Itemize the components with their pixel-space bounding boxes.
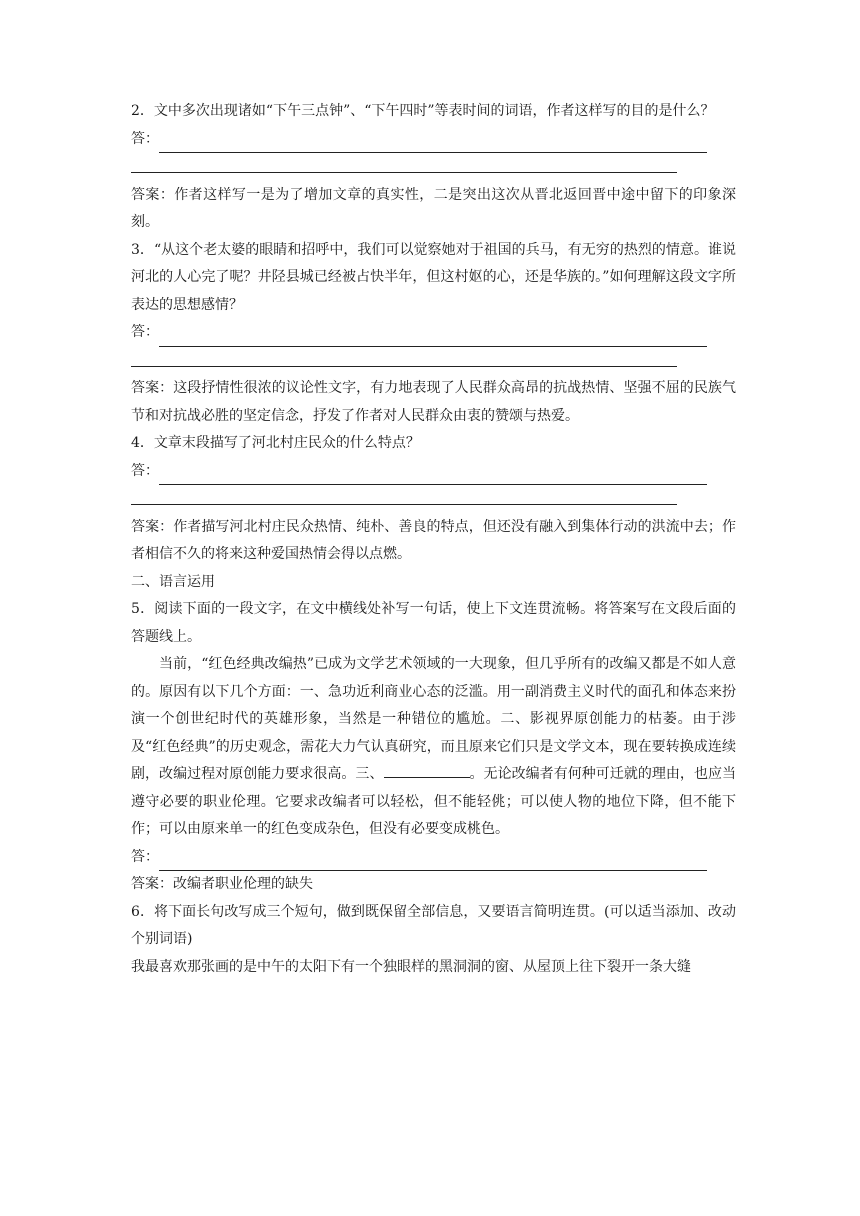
question-3-text: 3．“从这个老太婆的眼睛和招呼中，我们可以觉察她对于祖国的兵马，有无穷的热烈的情意。谁说河北的人心完了呢？井陉县城已经被占快半年，但这村妪的心，还是华族的。”如何理解这段文字所表达的思想感情？	[131, 241, 736, 313]
answer-prompt: 答：	[131, 324, 159, 340]
question-5-answer: 答案：改编者职业伦理的缺失	[131, 876, 313, 892]
question-6-passage: 我最喜欢那张画的是中午的太阳下有一个独眼样的黑洞洞的窗、从屋顶上往下裂开一条大缝	[131, 958, 691, 975]
question-2-answer-line	[131, 126, 736, 154]
question-3-answer-line	[131, 319, 736, 347]
answer-rule[interactable]	[131, 347, 677, 367]
question-4-answer-line	[131, 458, 736, 486]
question-4-text: 4．文章末段描写了河北村庄民众的什么特点？	[131, 435, 420, 451]
question-4-answer: 答案：作者描写河北村庄民众热情、纯朴、善良的特点，但还没有融入到集体行动的洪流中去；作者相信不久的将来这种爱国热情会得以点燃。	[131, 518, 736, 562]
answer-prompt: 答：	[131, 130, 159, 147]
question-3-answer: 答案：这段抒情性很浓的议论性文字，有力地表现了人民群众高昂的抗战热情、坚强不屈的民族气节和对抗战必胜的坚定信念，抒发了作者对人民群众由衷的赞颂与热爱。	[131, 380, 736, 424]
answer-rule[interactable]	[159, 466, 707, 485]
answer-rule[interactable]	[159, 134, 707, 153]
passage-part-1: 当前，“红色经典改编热”已成为文学艺术领域的一大现象，但几乎所有的改编又都是不如人意的。原因有以下几个方面：一、急功近利商业心态的泛滥。用一副消费主义时代的面孔和体态来扮演一个创世纪时代的英雄形象，当然是一种错位的尴尬。二、影视界原创能力的枯萎。由于涉及“红色经典”的历史观念，需花大力气认真研究，而且原来它们只是文学文本，现在要转换成连续剧，改编过程对原创能力要求很高。三、	[131, 656, 736, 782]
answer-rule[interactable]	[159, 852, 707, 871]
answer-rule[interactable]	[159, 328, 707, 347]
section-title: 二、语言运用	[131, 573, 215, 590]
question-5-answer-line	[131, 844, 736, 872]
question-2-text: 2．文中多次出现诸如“下午三点钟”、“下午四时”等表时间的词语，作者这样写的目的是什么？	[131, 103, 715, 119]
passage-part-2: 。无论改编者有何种可迁就的理由，也应当遵守必要的职业伦理。它要求改编者可以轻松，但不能轻佻；可以使人物的地位下降，但不能下作；可以由原来单一的红色变成杂色，但没有必要变成桃色。	[131, 766, 737, 837]
question-2-answer: 答案：作者这样写一是为了增加文章的真实性，二是突出这次从晋北返回晋中途中留下的印象深刻。	[131, 186, 736, 230]
answer-rule[interactable]	[131, 153, 677, 173]
answer-prompt: 答：	[131, 462, 159, 479]
answer-prompt: 答：	[131, 848, 159, 865]
question-6-text: 6．将下面长句改写成三个短句，做到既保留全部信息，又要语言简明连贯。(可以适当添加、改动个别词语)	[131, 903, 736, 947]
question-5-text: 5．阅读下面的一段文字，在文中横线处补写一句话，使上下文连贯流畅。将答案写在文段后面的答题线上。	[131, 601, 736, 645]
question-5-passage	[131, 651, 736, 844]
answer-rule[interactable]	[131, 485, 677, 505]
document-page	[131, 98, 736, 981]
fill-in-blank[interactable]	[384, 761, 470, 778]
